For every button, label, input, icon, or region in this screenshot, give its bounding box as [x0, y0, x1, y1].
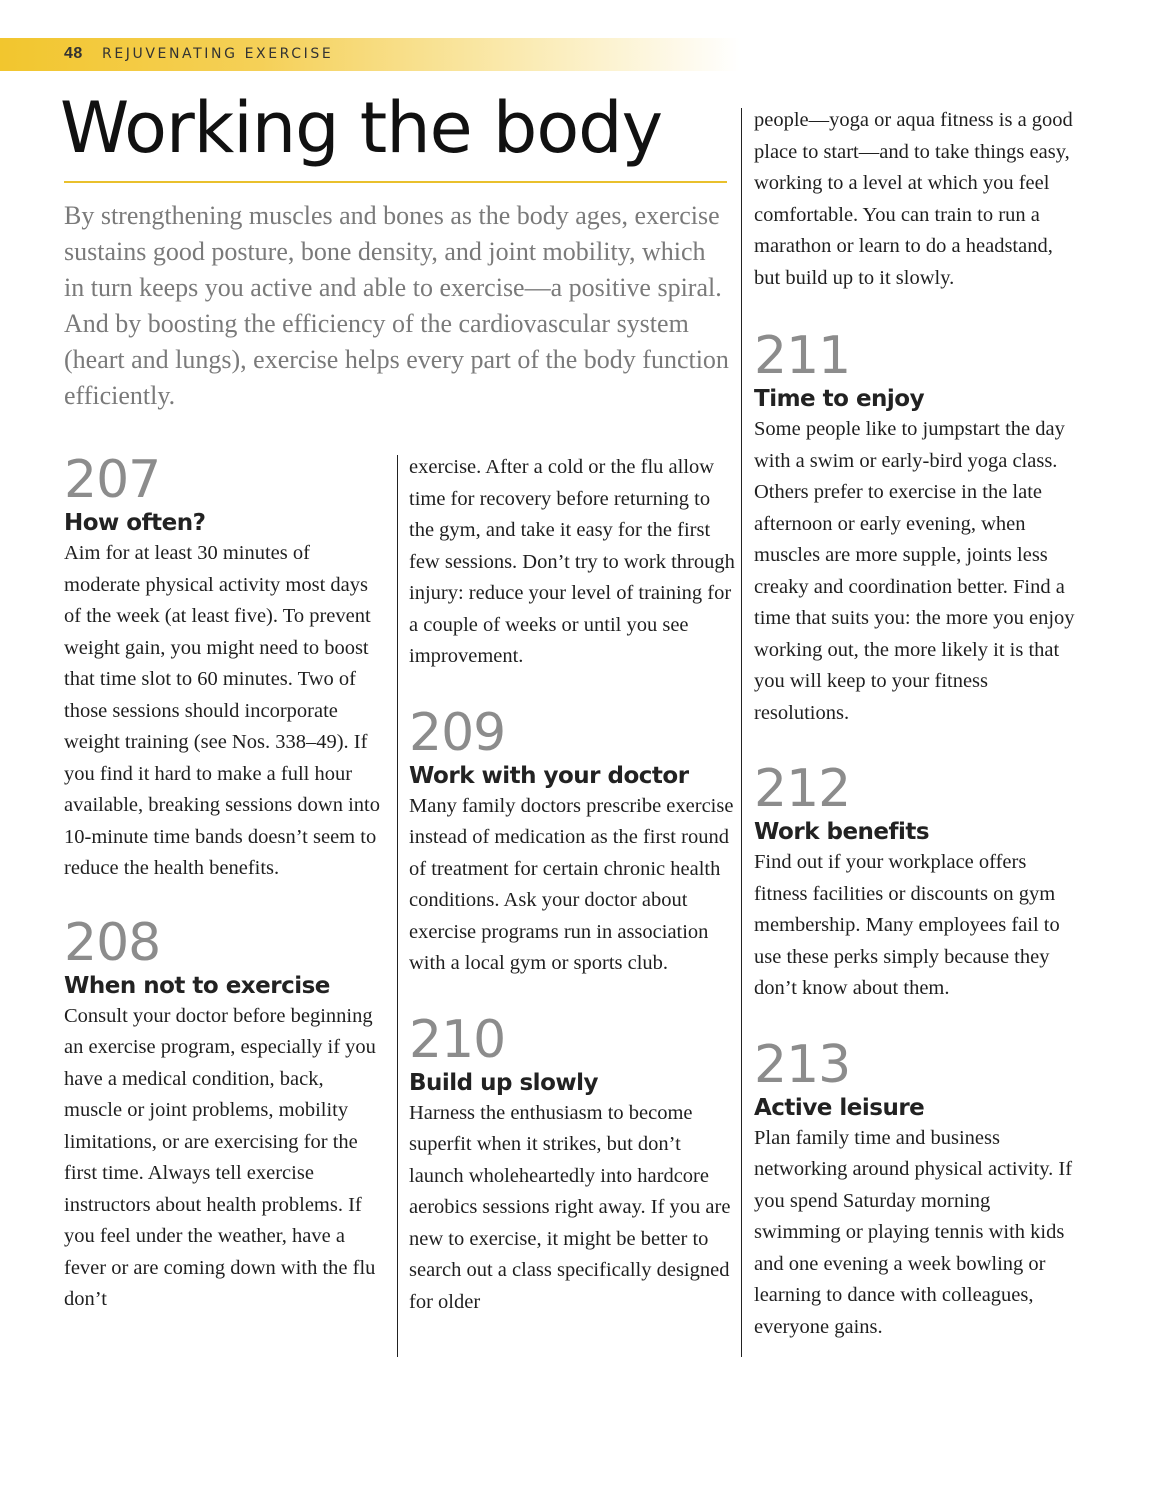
tip-body-210-continued: people—yoga or aqua fitness is a good place to start—and to take things easy, working to a level at which you feel comfortable. You can train to run a marathon or learn to do a headstand, but build up to it slowly. [754, 109, 1073, 289]
tip-number-211: 211 [754, 326, 851, 386]
tip-number-209: 209 [409, 702, 506, 763]
tip-body-208: Consult your doctor before beginning an exercise program, especially if you have a medical condition, back, muscle or joint problems, mobility limitations, or are exercising for the first time. Always tell exercise instructors about health problems. If you feel under the weather, have a fever or are coming down with the flu don’t [64, 1004, 376, 1310]
tip-number-212: 212 [754, 759, 851, 819]
page-number: 48 [64, 45, 83, 62]
column-divider-right [741, 108, 742, 1357]
tip-body-207: Aim for at least 30 minutes of moderate physical activity most days of the week (at least five). To prevent weight gain, you might need to boost that time slot to 60 minutes. Two of those sessions should incorporate weight training (see Nos. 338–49). If you find it hard to make a full hour available, breaking sessions down into 10-minute time bands doesn’t seem to reduce the health benefits. [64, 542, 380, 879]
intro-paragraph: By strengthening muscles and bones as the body ages, exercise sustains good posture, bone density, and joint mobility, which in turn keeps you active and able to exercise—a positive spiral. And by boosting the efficiency of the cardiovascular system (heart and lungs), exercise helps every part of the body function efficiently. [64, 201, 729, 410]
tip-number-213: 213 [754, 1034, 851, 1095]
tip-heading-213: Active leisure [754, 1094, 925, 1121]
tip-heading-212: Work benefits [754, 819, 930, 845]
tip-number-208: 208 [64, 912, 161, 973]
tip-body-209: Many family doctors prescribe exercise instead of medication as the first round of treatment for certain chronic health conditions. Ask your doctor about exercise programs run in association with a local gym or sports club. [409, 794, 734, 974]
tip-heading-210: Build up slowly [409, 1069, 598, 1096]
tip-heading-208: When not to exercise [64, 972, 330, 999]
tip-heading-207: How often? [64, 510, 206, 536]
title-divider [64, 181, 727, 183]
tip-number-210: 210 [409, 1009, 506, 1070]
page-title: Working the body [60, 87, 663, 169]
tip-body-212: Find out if your workplace offers fitness facilities or discounts on gym membership. Many employees fail to use these perks simply because they don’t know about them. [754, 851, 1060, 999]
tip-body-213: Plan family time and business networking around physical activity. If you spend Saturday morning swimming or playing tennis with kids and one evening a week bowling or learning to dance with colleagues, everyone gains. [754, 1126, 1073, 1338]
tip-heading-211: Time to enjoy [754, 386, 925, 412]
tip-number-207: 207 [64, 450, 161, 510]
column-2 [409, 452, 735, 1318]
tip-body-210: Harness the enthusiasm to become superfit when it strikes, but don’t launch wholeheartedly into hardcore aerobics sessions right away. If you are new to exercise, it might be better to search out a class specifically designed for older [409, 1101, 731, 1313]
column-divider-left [397, 455, 398, 1357]
section-title: REJUVENATING EXERCISE [102, 46, 334, 62]
tip-body-211: Some people like to jumpstart the day with a swim or early-bird yoga class. Others prefer to exercise in the late afternoon or early evening, when muscles are more supple, joints less creaky and coordination better. Find a time that suits you: the more you enjoy working out, the more likely it is that you will keep to your fitness resolutions. [754, 418, 1075, 724]
tip-heading-209: Work with your doctor [409, 762, 689, 789]
column-3 [754, 105, 1076, 1343]
tip-body-208-continued: exercise. After a cold or the flu allow time for recovery before returning to the gym, and take it easy for the first few sessions. Don’t try to work through injury: reduce your level of training for a couple of weeks or until you see improvement. [409, 456, 735, 667]
column-1 [64, 452, 386, 1316]
